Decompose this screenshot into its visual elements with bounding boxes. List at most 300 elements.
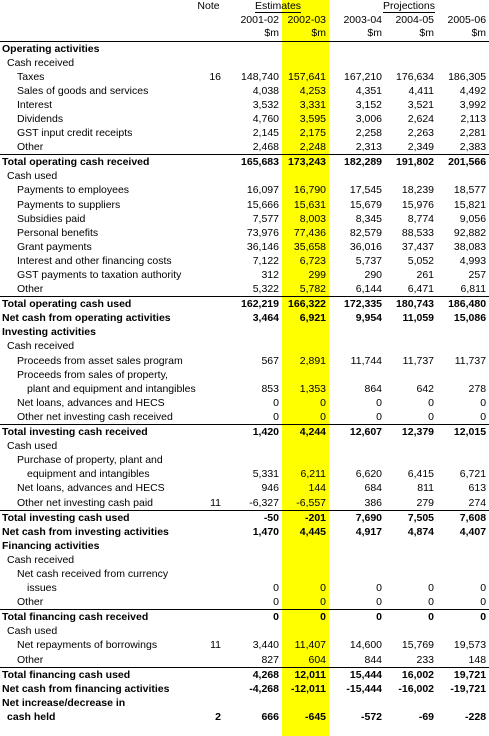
row-value [282,696,329,710]
table-row [0,682,489,696]
row-label: Taxes [17,70,45,83]
table-row [0,368,489,382]
row-value: 186,480 [437,297,489,312]
row-note [190,453,227,467]
row-note [190,140,227,155]
row-value [385,567,437,581]
row-value: 0 [480,410,487,423]
row-note [190,410,227,425]
row-label: Other [17,596,44,609]
row-value [227,368,282,382]
row-value [385,696,437,710]
row-value: 4,038 [252,84,279,97]
row-value: 15,821 [453,198,487,211]
table-row [0,183,489,197]
row-label: Investing activities [2,326,96,339]
row-label: Subsidies paid [17,212,86,225]
row-value: 6,144 [355,283,383,296]
row-value: 853 [261,382,279,395]
row-value: 3,532 [252,98,279,111]
row-value: 3,152 [355,98,383,111]
row-value: 2,175 [299,127,327,140]
row-value [385,539,437,553]
row-label: Cash used [7,440,58,453]
row-value: 3,331 [299,98,327,111]
header-row-groups [0,0,489,14]
row-value: 15,679 [349,198,383,211]
row-value: 18,239 [401,184,435,197]
row-label: GST payments to taxation authority [17,269,182,281]
row-value: 864 [364,382,383,395]
row-value: 0 [320,396,327,409]
row-value: 0 [273,410,279,423]
row-value: 0 [385,610,437,625]
row-value: 12,379 [385,425,437,440]
row-value: 0 [428,582,435,595]
row-label: Total financing cash used [0,667,190,682]
row-value [282,41,329,56]
row-value: 6,921 [299,312,327,325]
row-label: Net increase/decrease in [2,696,126,709]
row-value [227,339,282,353]
row-value: 844 [364,653,383,666]
row-value: 0 [376,596,383,609]
row-value: 0 [437,610,489,625]
row-note [190,84,227,98]
row-value [437,567,489,581]
row-value [385,624,437,638]
row-value: 7,690 [329,510,385,525]
row-value: 36,146 [246,240,279,253]
year-header: 2004-05 [395,13,435,26]
table-row [0,325,489,339]
row-value: 0 [320,582,327,595]
table-row [0,653,489,668]
row-value: -645 [305,710,327,723]
row-value: 3,006 [355,112,383,125]
table-row [0,667,489,682]
table-row [0,98,489,112]
row-note [190,98,227,112]
row-value: 0 [227,610,282,625]
row-note [190,567,227,581]
row-value: 35,658 [293,240,327,253]
row-value: 166,322 [282,297,329,312]
row-value [329,325,385,339]
row-value: 182,289 [329,155,385,170]
row-value [437,539,489,553]
row-value [329,169,385,183]
row-value [437,696,489,710]
row-label: Total financing cash received [0,610,190,625]
row-note [190,112,227,126]
row-value: 278 [468,382,487,395]
row-value [329,56,385,70]
row-note [190,396,227,410]
row-value [227,553,282,567]
row-value: 4,874 [407,525,435,538]
row-label: Proceeds from asset sales program [17,354,183,367]
row-label: Cash used [7,625,58,638]
row-note [190,254,227,268]
row-value: 386 [364,496,383,509]
row-value: 37,437 [401,240,435,253]
row-value: 11,737 [402,354,435,367]
table-row [0,624,489,638]
year-header: 2005-06 [447,13,487,26]
row-label: Total investing cash used [0,510,190,525]
row-label: equipment and intangibles [27,468,150,481]
row-value [437,368,489,382]
row-value: 6,723 [299,254,327,267]
row-value: 8,003 [299,212,327,225]
row-label: plant and equipment and intangibles [27,382,196,395]
table-row [0,638,489,652]
row-value [227,696,282,710]
row-value: 0 [273,582,279,595]
row-value [437,325,489,339]
row-value: 15,666 [246,198,279,211]
row-value: 0 [480,582,487,595]
table-row [0,311,489,325]
row-label: Cash received [7,340,75,353]
row-value [227,567,282,581]
row-note [190,339,227,353]
row-note [190,240,227,254]
row-value [282,56,329,70]
row-label: Payments to suppliers [17,198,121,211]
row-value: 15,769 [401,639,435,652]
row-value: 0 [428,410,435,423]
row-value [329,368,385,382]
row-note [190,169,227,183]
row-value: -50 [227,510,282,525]
row-value: 191,802 [385,155,437,170]
row-value: 11,059 [402,312,435,325]
row-value [329,539,385,553]
row-value: 12,607 [329,425,385,440]
year-header: 2001-02 [240,13,279,26]
row-note [190,212,227,226]
row-value: 148 [468,653,487,666]
header-row-units [0,27,489,41]
row-value: 5,737 [355,254,383,267]
row-value: 3,521 [407,98,435,111]
row-value: 15,631 [293,198,327,211]
row-label: GST input credit receipts [17,127,133,140]
row-value: 3,464 [252,312,279,325]
table-row [0,510,489,525]
row-note [190,325,227,339]
row-label: Cash received [7,56,75,69]
row-value: 5,052 [407,254,435,267]
row-value: 2,349 [407,141,435,154]
table-row [0,496,489,511]
row-label: Net cash from investing activities [2,525,169,538]
row-value: 4,917 [355,525,383,538]
row-note [190,198,227,212]
row-label: Cash received [7,553,75,566]
row-value: -6,557 [296,496,327,509]
row-label: Operating activities [2,42,100,55]
row-value: 8,774 [407,212,435,225]
table-row [0,254,489,268]
row-value: 613 [468,482,487,495]
row-note [190,354,227,368]
unit-header: $m [329,27,385,41]
row-value: 604 [308,653,327,666]
row-note: 2 [215,710,221,723]
table-row [0,126,489,140]
row-value: 186,305 [448,70,487,83]
row-value: 312 [261,269,279,281]
row-value: 173,243 [282,155,329,170]
row-value: 0 [273,396,279,409]
row-value: 7,577 [252,212,279,225]
row-value: 946 [261,482,279,495]
row-value: 233 [416,653,435,666]
row-label: Dividends [17,112,64,125]
row-value: 567 [261,354,279,367]
table-row [0,339,489,353]
table-row [0,282,489,297]
row-note: 11 [210,639,221,652]
row-value: 2,383 [459,141,487,154]
row-value: 4,993 [459,254,487,267]
row-value: 144 [308,482,327,495]
table-row [0,70,489,84]
table-row [0,553,489,567]
row-note [190,56,227,70]
row-value: 4,253 [299,84,327,97]
row-value [437,56,489,70]
row-value: 274 [468,496,487,509]
row-note [190,41,227,56]
row-value [329,453,385,467]
table-row [0,710,489,724]
row-value: 1,353 [299,382,327,395]
row-value: 5,322 [252,283,279,296]
row-value: 3,992 [459,98,487,111]
table-row [0,610,489,625]
row-value: 0 [376,582,383,595]
row-label: Other [17,283,44,296]
row-value [282,368,329,382]
row-label: Proceeds from sales of property, [17,368,168,381]
table-row [0,410,489,425]
row-value: 2,248 [299,141,327,154]
row-value: 4,411 [408,84,435,97]
row-value: 5,782 [299,283,327,296]
table-row [0,567,489,581]
row-value: 2,281 [459,127,487,140]
row-label: Financing activities [2,539,100,552]
row-value: 4,760 [252,112,279,125]
row-value: 165,683 [227,155,282,170]
row-value: 11,744 [350,354,383,367]
row-value [282,539,329,553]
row-value: 642 [416,382,435,395]
row-value: 2,113 [460,112,487,125]
row-value: 11,407 [294,639,327,652]
table-row [0,198,489,212]
table-row [0,41,489,56]
table-row [0,453,489,467]
row-label: Payments to employees [17,184,130,197]
row-value: 4,407 [459,525,487,538]
row-value [385,56,437,70]
row-value: 0 [480,596,487,609]
row-label: Interest and other financing costs [17,254,172,267]
table-row [0,212,489,226]
row-label: issues [27,582,57,595]
row-value: 3,440 [252,639,279,652]
row-value: 0 [320,410,327,423]
row-label: Interest [17,98,53,111]
table-row [0,84,489,98]
row-value: 2,263 [407,127,435,140]
row-note [190,467,227,481]
row-value [329,624,385,638]
row-value: 0 [428,596,435,609]
row-value: 167,210 [344,70,383,83]
row-label: Net cash from financing activities [2,682,170,695]
row-value: 0 [376,396,383,409]
row-label: cash held [7,710,56,723]
row-value [227,56,282,70]
row-note [190,155,227,170]
row-value [282,325,329,339]
row-value [227,624,282,638]
row-value [385,169,437,183]
header-row-years [0,14,489,28]
row-value: 2,145 [252,127,279,140]
row-label: Net loans, advances and HECS [17,482,165,495]
row-value [227,539,282,553]
row-value: -4,268 [249,682,279,695]
unit-header: $m [282,27,329,41]
table-row [0,112,489,126]
row-value: 4,351 [355,84,383,97]
row-value: 14,600 [349,639,383,652]
row-note [190,595,227,610]
row-note [190,268,227,282]
estimates-header: Estimates [254,0,302,12]
row-note [190,368,227,382]
row-label: Sales of goods and services [17,84,149,97]
table-row [0,354,489,368]
row-value: 12,011 [282,667,329,682]
row-value [227,453,282,467]
table-row [0,467,489,481]
row-value: 2,624 [407,112,435,125]
row-value: 1,470 [252,525,279,538]
row-note [190,682,227,696]
row-label: Net cash received from currency [17,567,169,580]
row-value [227,41,282,56]
row-value: 257 [468,269,487,281]
row-value: 11,737 [454,354,487,367]
row-value [282,339,329,353]
row-note [190,425,227,440]
row-value: 16,097 [246,184,279,197]
row-value [282,453,329,467]
row-value [227,439,282,453]
row-value: 6,721 [459,468,487,481]
table-row [0,696,489,710]
row-value: 15,444 [329,667,385,682]
row-value [329,696,385,710]
note-header: Note [197,0,220,12]
row-value: 2,258 [355,127,383,140]
row-value [329,553,385,567]
row-value [282,439,329,453]
row-value: 0 [376,410,383,423]
row-note [190,126,227,140]
row-value: -12,011 [290,682,327,695]
row-value [437,453,489,467]
row-value [282,553,329,567]
row-value: -228 [465,710,487,723]
row-value: 279 [416,496,435,509]
row-value: 2,891 [299,354,327,367]
row-label: Net loans, advances and HECS [17,396,165,409]
row-label: Purchase of property, plant and [17,454,163,467]
row-value: 0 [282,610,329,625]
row-label: Cash used [7,170,58,183]
row-value: 172,335 [329,297,385,312]
row-note [190,297,227,312]
row-value: 0 [273,596,279,609]
row-value: 0 [428,396,435,409]
row-label: Grant payments [17,240,92,253]
table-row [0,240,489,254]
row-note [190,282,227,297]
row-note [190,226,227,240]
row-value: 7,505 [385,510,437,525]
table-row [0,169,489,183]
row-value: 8,345 [355,212,383,225]
row-value [437,439,489,453]
row-value: -15,444 [346,682,383,695]
table-row [0,155,489,170]
row-value [385,553,437,567]
row-value: 176,634 [396,70,435,83]
row-value: 7,122 [252,254,279,267]
row-note [190,553,227,567]
row-value: 4,445 [299,525,327,538]
row-value: 684 [364,482,383,495]
row-note: 16 [209,70,221,83]
row-note [190,311,227,325]
row-value: 6,811 [460,283,487,296]
table-row [0,56,489,70]
row-value: 7,608 [437,510,489,525]
row-value: 1,420 [227,425,282,440]
row-value [437,624,489,638]
row-value: 666 [261,710,279,723]
row-value: 6,415 [407,468,435,481]
row-value: 827 [261,653,279,666]
row-label: Personal benefits [17,226,99,239]
row-value: 180,743 [385,297,437,312]
row-value [385,41,437,56]
row-value: 0 [329,610,385,625]
row-value: 6,211 [300,468,327,481]
row-value: 38,083 [453,240,487,253]
row-value [385,453,437,467]
row-value [385,339,437,353]
